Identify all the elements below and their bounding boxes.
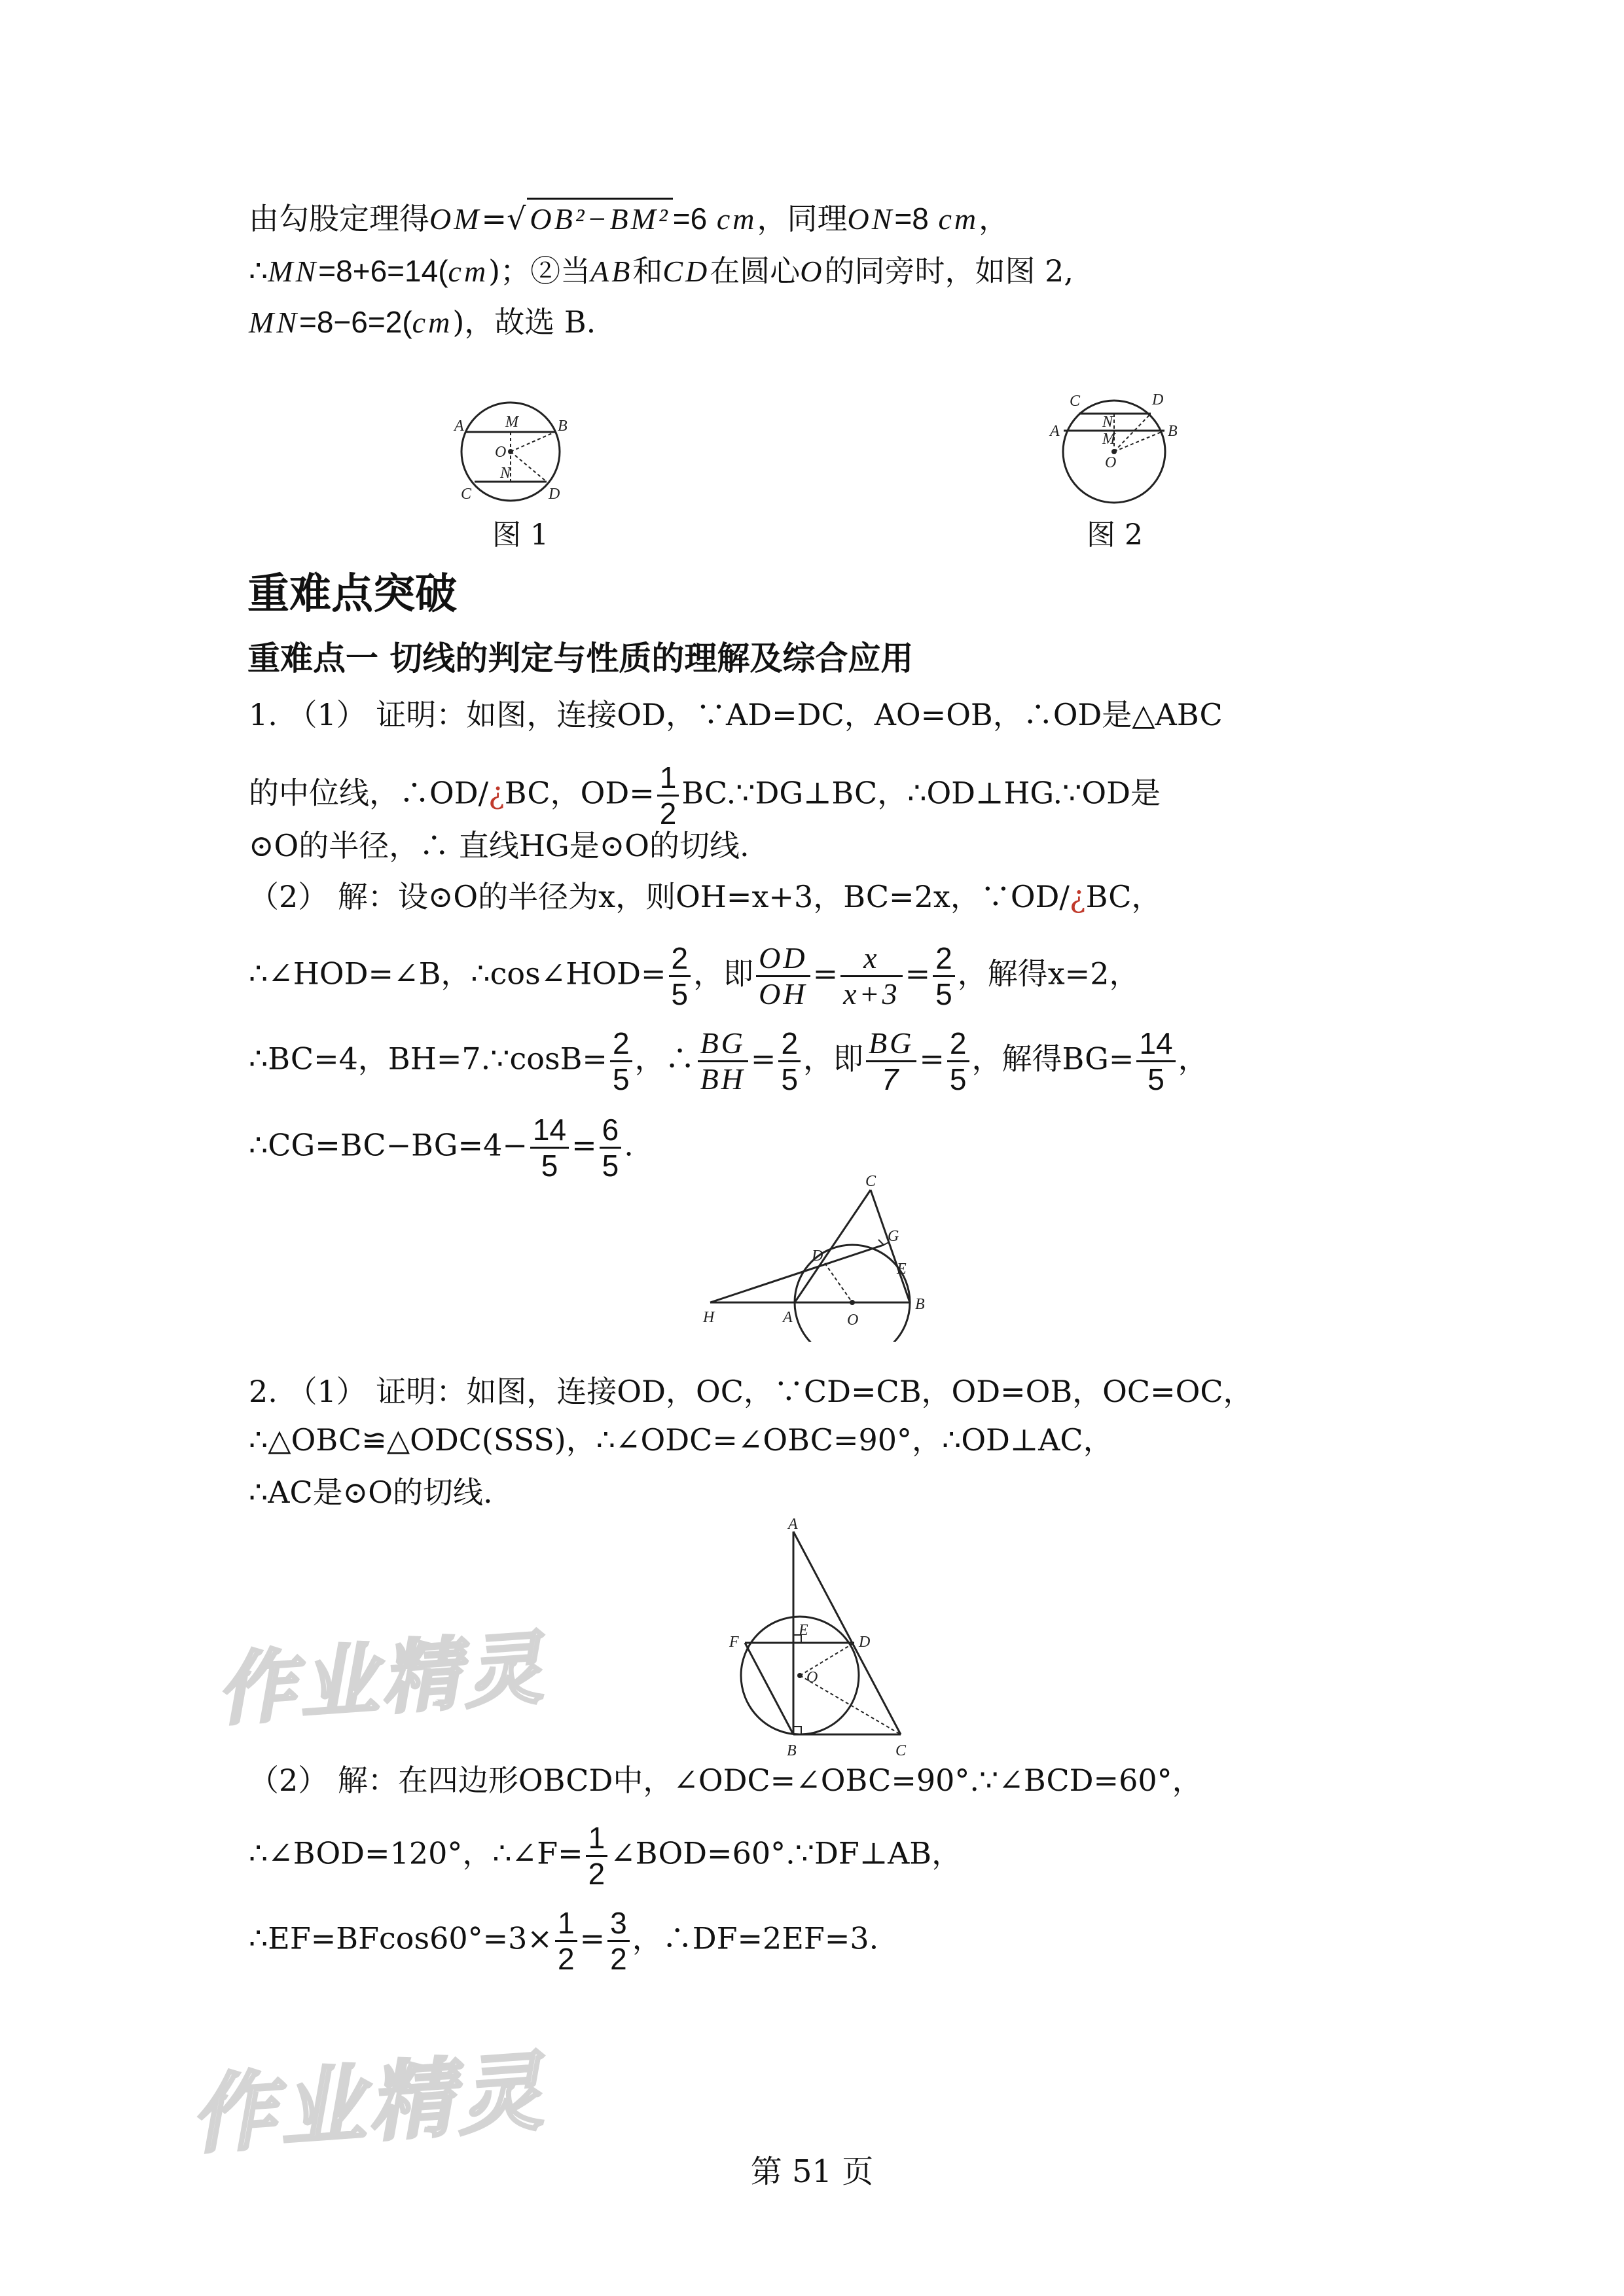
q2-part1-line1: 2. （1） 证明：如图，连接OD，OC，∵CD=CB，OD=OB，OC=OC，: [249, 1374, 1254, 1409]
text: BC.∵DG⊥BC，∴OD⊥HG.∵OD是: [681, 775, 1161, 811]
prev-solution-line-3: [249, 302, 596, 342]
q1-part1-line2: [249, 761, 1161, 831]
section-subtitle: 重难点一 切线的判定与性质的理解及综合应用: [247, 639, 914, 677]
label-o: O: [495, 444, 507, 461]
prev-solution-line-1: 由勾股定理得OM=√ OB²−BM²=6 cm，同理ON=8 cm，: [249, 198, 1009, 239]
label-m: M: [505, 414, 518, 431]
figure-4-diagram: [720, 1518, 916, 1767]
numerator: BG: [698, 1026, 748, 1062]
figure-1: [445, 393, 576, 513]
label-g: G: [888, 1228, 899, 1245]
numerator: 1: [555, 1906, 577, 1942]
label-d: D: [549, 486, 560, 503]
text: ∴∠BOD=120°，∴∠F=: [249, 1835, 583, 1871]
numerator: 14: [1136, 1026, 1175, 1062]
fraction: [555, 1906, 577, 1976]
denominator: 5: [602, 1149, 619, 1183]
numerator: 2: [778, 1026, 801, 1062]
text: ，: [1178, 1041, 1208, 1077]
numerator: x: [840, 941, 902, 977]
text: ，解得BG=: [971, 1041, 1134, 1077]
prev-solution-line-2: [249, 251, 1074, 291]
q1-part1-line1: 1. （1） 证明：如图，连接OD，∵AD=DC，AO=OB，∴OD是△ABC: [249, 697, 1223, 732]
numerator: BG: [866, 1026, 916, 1062]
label-a: A: [788, 1518, 798, 1533]
text: )，故选 B.: [452, 304, 596, 340]
denominator: 5: [1147, 1062, 1164, 1096]
fraction: [756, 941, 810, 1011]
label-e: E: [799, 1622, 808, 1639]
label-o: O: [847, 1312, 859, 1329]
unit: cm: [938, 202, 979, 236]
figure-2-caption: 图 2: [1087, 518, 1143, 552]
denominator: 5: [612, 1062, 630, 1096]
math-var: OM: [429, 202, 482, 236]
denominator: 5: [935, 977, 952, 1011]
denominator: 5: [541, 1149, 558, 1183]
fraction: [530, 1113, 569, 1183]
fraction: [1136, 1026, 1175, 1096]
text: ∴CG=BC−BG=4−: [249, 1127, 528, 1163]
text: ，同理: [757, 201, 848, 236]
text: ∴EF=BFcos60°=3×: [249, 1920, 552, 1956]
label-c: C: [895, 1742, 907, 1759]
text: =8: [894, 202, 929, 236]
fraction: [840, 941, 902, 1011]
text: =: [750, 1041, 776, 1077]
text: 和: [632, 253, 663, 289]
q1-part2-line3: [249, 1026, 1208, 1096]
text: =: [481, 201, 507, 236]
label-b: B: [558, 418, 568, 435]
denominator: 2: [659, 797, 677, 831]
text: BC，OD=: [504, 775, 655, 811]
unit: cm: [448, 255, 489, 288]
numerator: 14: [530, 1113, 569, 1149]
text: =6: [672, 202, 708, 236]
q1-part2-line4: [249, 1113, 634, 1183]
label-a: A: [1050, 423, 1060, 440]
fraction: [866, 1026, 916, 1096]
q1-part1-line3: ⊙O的半径，∴ 直线HG是⊙O的切线.: [249, 828, 749, 863]
q2-part2-line3: [249, 1906, 878, 1976]
text: ，: [979, 201, 1009, 236]
fraction: [947, 1026, 969, 1096]
q1-part2-line1: [249, 877, 1161, 916]
label-b: B: [787, 1742, 797, 1759]
fraction: [778, 1026, 801, 1096]
label-c: C: [461, 486, 472, 503]
fraction: [933, 941, 955, 1011]
label-o: O: [806, 1669, 818, 1686]
label-f: F: [729, 1634, 739, 1651]
denominator: 2: [610, 1942, 627, 1976]
watermark-1: 作业精灵: [213, 1623, 549, 1737]
numerator: 3: [607, 1906, 630, 1942]
label-a: A: [454, 418, 464, 435]
label-c: C: [865, 1173, 876, 1190]
text: .: [624, 1127, 634, 1163]
text: ，即: [693, 956, 754, 992]
text: ∴∠HOD=∠B，∴cos∠HOD=: [249, 956, 666, 992]
text: =: [571, 1127, 597, 1163]
radicand: OB²−BM²: [527, 198, 672, 239]
numerator: 2: [933, 941, 955, 977]
text: =: [812, 956, 839, 992]
label-o: O: [1105, 454, 1117, 471]
math-var: MN: [249, 306, 299, 339]
math-var: ON: [847, 202, 895, 236]
denominator: 5: [781, 1062, 799, 1096]
page-number: 第 51 页: [750, 2153, 874, 2190]
text: ∴BC=4，BH=7.∵cosB=: [249, 1041, 607, 1077]
text: ，∴: [634, 1041, 695, 1077]
label-c: C: [1070, 393, 1081, 410]
numerator: 1: [657, 761, 679, 797]
denominator: 2: [588, 1857, 605, 1891]
denominator: OH: [759, 977, 808, 1011]
numerator: 2: [610, 1026, 632, 1062]
parallel-mark: ¿: [1069, 879, 1086, 914]
figure-2-diagram: [1041, 386, 1185, 511]
figure-3-diagram: [694, 1172, 943, 1342]
fraction: [607, 1906, 630, 1976]
label-m: M: [1102, 431, 1115, 448]
fraction: [586, 1821, 608, 1891]
q2-part1-line3: ∴AC是⊙O的切线.: [249, 1475, 493, 1510]
numerator: 6: [600, 1113, 622, 1149]
text: 的同旁时，如图 2,: [824, 253, 1074, 289]
label-n: N: [500, 465, 511, 482]
text: 在圆心: [710, 253, 801, 289]
text: ∠BOD=60°.∵DF⊥AB，: [610, 1835, 962, 1871]
figure-3: [694, 1172, 943, 1344]
text: 由勾股定理得: [249, 201, 429, 236]
numerator: 1: [586, 1821, 608, 1857]
text: ∴: [249, 253, 268, 289]
parallel-mark: ¿: [488, 775, 505, 811]
q2-part2-line1: （2） 解：在四边形OBCD中，∠ODC=∠OBC=90°.∵∠BCD=60°，: [249, 1763, 1202, 1798]
figure-1-diagram: [445, 393, 576, 511]
text: =8−6=2(: [299, 305, 412, 339]
unit: cm: [716, 202, 757, 236]
math-var: MN: [268, 255, 319, 288]
label-n: N: [1102, 414, 1113, 431]
label-d: D: [812, 1247, 823, 1265]
text: =: [905, 956, 931, 992]
math-var: AB: [590, 255, 633, 288]
fraction: [657, 761, 679, 831]
label-b: B: [1168, 423, 1178, 440]
text: ，∴DF=2EF=3.: [632, 1920, 879, 1956]
figure-1-caption: 图 1: [492, 518, 549, 552]
text: =: [919, 1041, 945, 1077]
q2-part1-line2: ∴△OBC≌△ODC(SSS)，∴∠ODC=∠OBC=90°，∴OD⊥AC，: [249, 1422, 1113, 1458]
watermark-2: 作业精灵: [187, 2041, 550, 2166]
q2-part2-line2: [249, 1821, 962, 1891]
section-title: 重难点突破: [247, 570, 457, 619]
text: （2） 解：设⊙O的半径为x，则OH=x+3，BC=2x，∵OD/: [249, 879, 1070, 914]
fraction: [669, 941, 691, 1011]
unit: cm: [412, 306, 453, 339]
fraction: [600, 1113, 622, 1183]
label-h: H: [703, 1309, 715, 1326]
label-e: E: [897, 1261, 907, 1278]
text: )；②当: [488, 253, 591, 289]
numerator: OD: [756, 941, 810, 977]
denominator: x+3: [843, 977, 900, 1011]
figure-2: [1041, 386, 1185, 513]
figure-4: [720, 1518, 916, 1770]
math-var: CD: [662, 255, 710, 288]
text: BC，: [1085, 879, 1162, 914]
denominator: 5: [949, 1062, 967, 1096]
text: ，解得x=2，: [957, 956, 1140, 992]
denominator: BH: [700, 1062, 746, 1096]
denominator: 5: [671, 977, 689, 1011]
label-d: D: [1152, 391, 1164, 408]
label-d: D: [859, 1634, 871, 1651]
text: =8+6=14(: [318, 254, 448, 288]
denominator: 7: [881, 1062, 901, 1096]
text: =: [579, 1920, 605, 1956]
numerator: 2: [947, 1026, 969, 1062]
denominator: 2: [557, 1942, 575, 1976]
fraction: [698, 1026, 748, 1096]
text: ，即: [803, 1041, 864, 1077]
label-b: B: [915, 1296, 925, 1313]
numerator: 2: [669, 941, 691, 977]
q1-part2-line2: [249, 941, 1140, 1011]
label-a: A: [783, 1309, 793, 1326]
math-var: O: [800, 255, 825, 288]
fraction: [610, 1026, 632, 1096]
text: 的中位线，∴OD/: [249, 775, 489, 811]
